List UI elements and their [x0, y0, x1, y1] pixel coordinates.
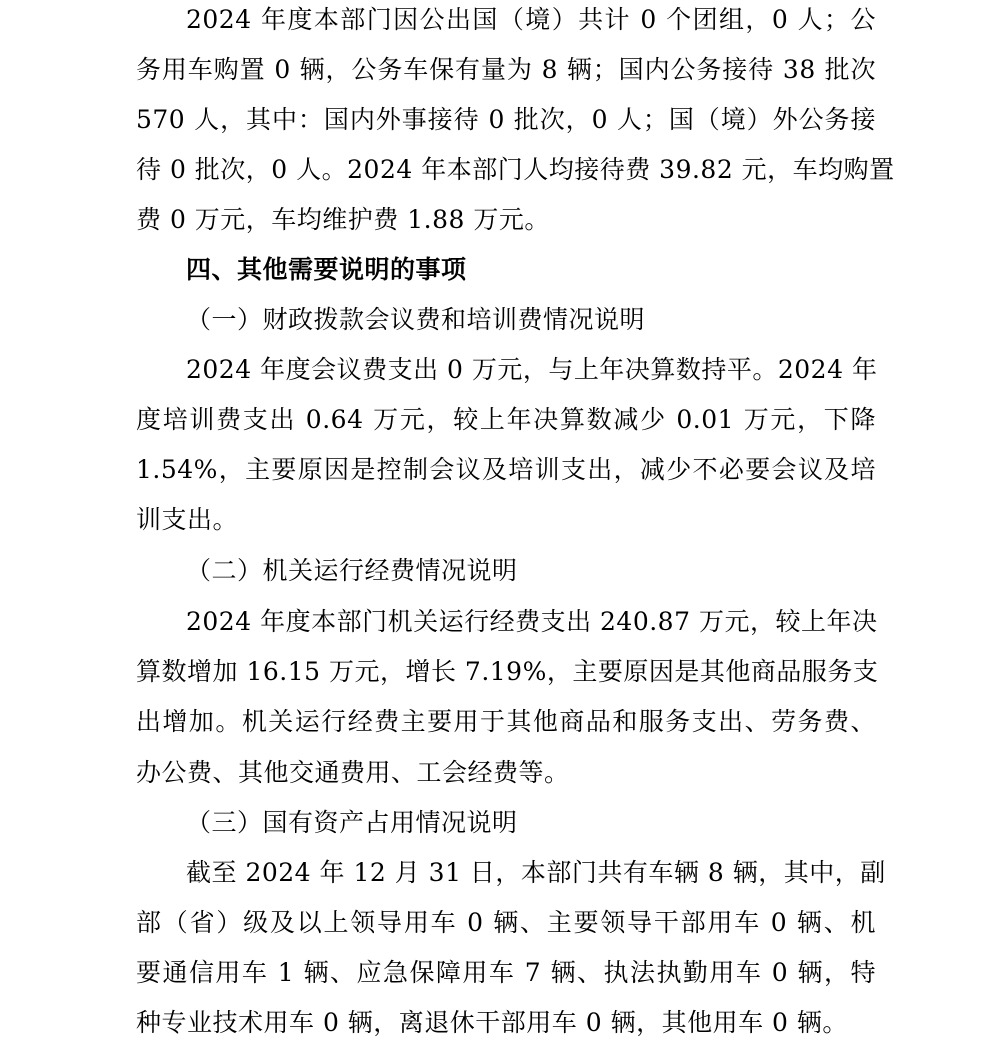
paragraph-line: 2024 年度本部门因公出国（境）共计 0 个团组，0 人；公	[186, 5, 876, 34]
section-heading: 四、其他需要说明的事项	[186, 255, 467, 284]
paragraph-line: 570 人，其中：国内外事接待 0 批次，0 人；国（境）外公务接	[136, 105, 876, 134]
subsection-heading: （二）机关运行经费情况说明	[186, 556, 518, 585]
paragraph-line: 训支出。	[136, 505, 239, 534]
paragraph-line: 办公费、其他交通费用、工会经费等。	[136, 758, 570, 787]
paragraph-line: 算数增加 16.15 万元，增长 7.19%，主要原因是其他商品服务支	[136, 657, 879, 686]
paragraph-line: 务用车购置 0 辆，公务车保有量为 8 辆；国内公务接待 38 批次	[136, 55, 876, 84]
paragraph-line: 截至 2024 年 12 月 31 日，本部门共有车辆 8 辆，其中，副	[186, 858, 886, 887]
paragraph-line: 2024 年度本部门机关运行经费支出 240.87 万元，较上年决	[186, 607, 878, 636]
paragraph-line: 度培训费支出 0.64 万元，较上年决算数减少 0.01 万元，下降	[136, 405, 876, 434]
paragraph-line: 要通信用车 1 辆、应急保障用车 7 辆、执法执勤用车 0 辆，特	[136, 958, 876, 987]
paragraph-line: 种专业技术用车 0 辆，离退休干部用车 0 辆，其他用车 0 辆。	[136, 1008, 848, 1037]
subsection-heading: （一）财政拨款会议费和培训费情况说明	[186, 305, 646, 334]
paragraph-line: 部（省）级及以上领导用车 0 辆、主要领导干部用车 0 辆、机	[136, 908, 876, 937]
paragraph-line: 出增加。机关运行经费主要用于其他商品和服务支出、劳务费、	[136, 707, 876, 736]
paragraph-line: 2024 年度会议费支出 0 万元，与上年决算数持平。2024 年	[186, 355, 878, 384]
paragraph-line: 1.54%，主要原因是控制会议及培训支出，减少不必要会议及培	[136, 455, 876, 484]
paragraph-line: 费 0 万元，车均维护费 1.88 万元。	[136, 205, 550, 234]
paragraph-line: 待 0 批次，0 人。2024 年本部门人均接待费 39.82 元，车均购置	[136, 155, 895, 184]
subsection-heading: （三）国有资产占用情况说明	[186, 808, 518, 837]
